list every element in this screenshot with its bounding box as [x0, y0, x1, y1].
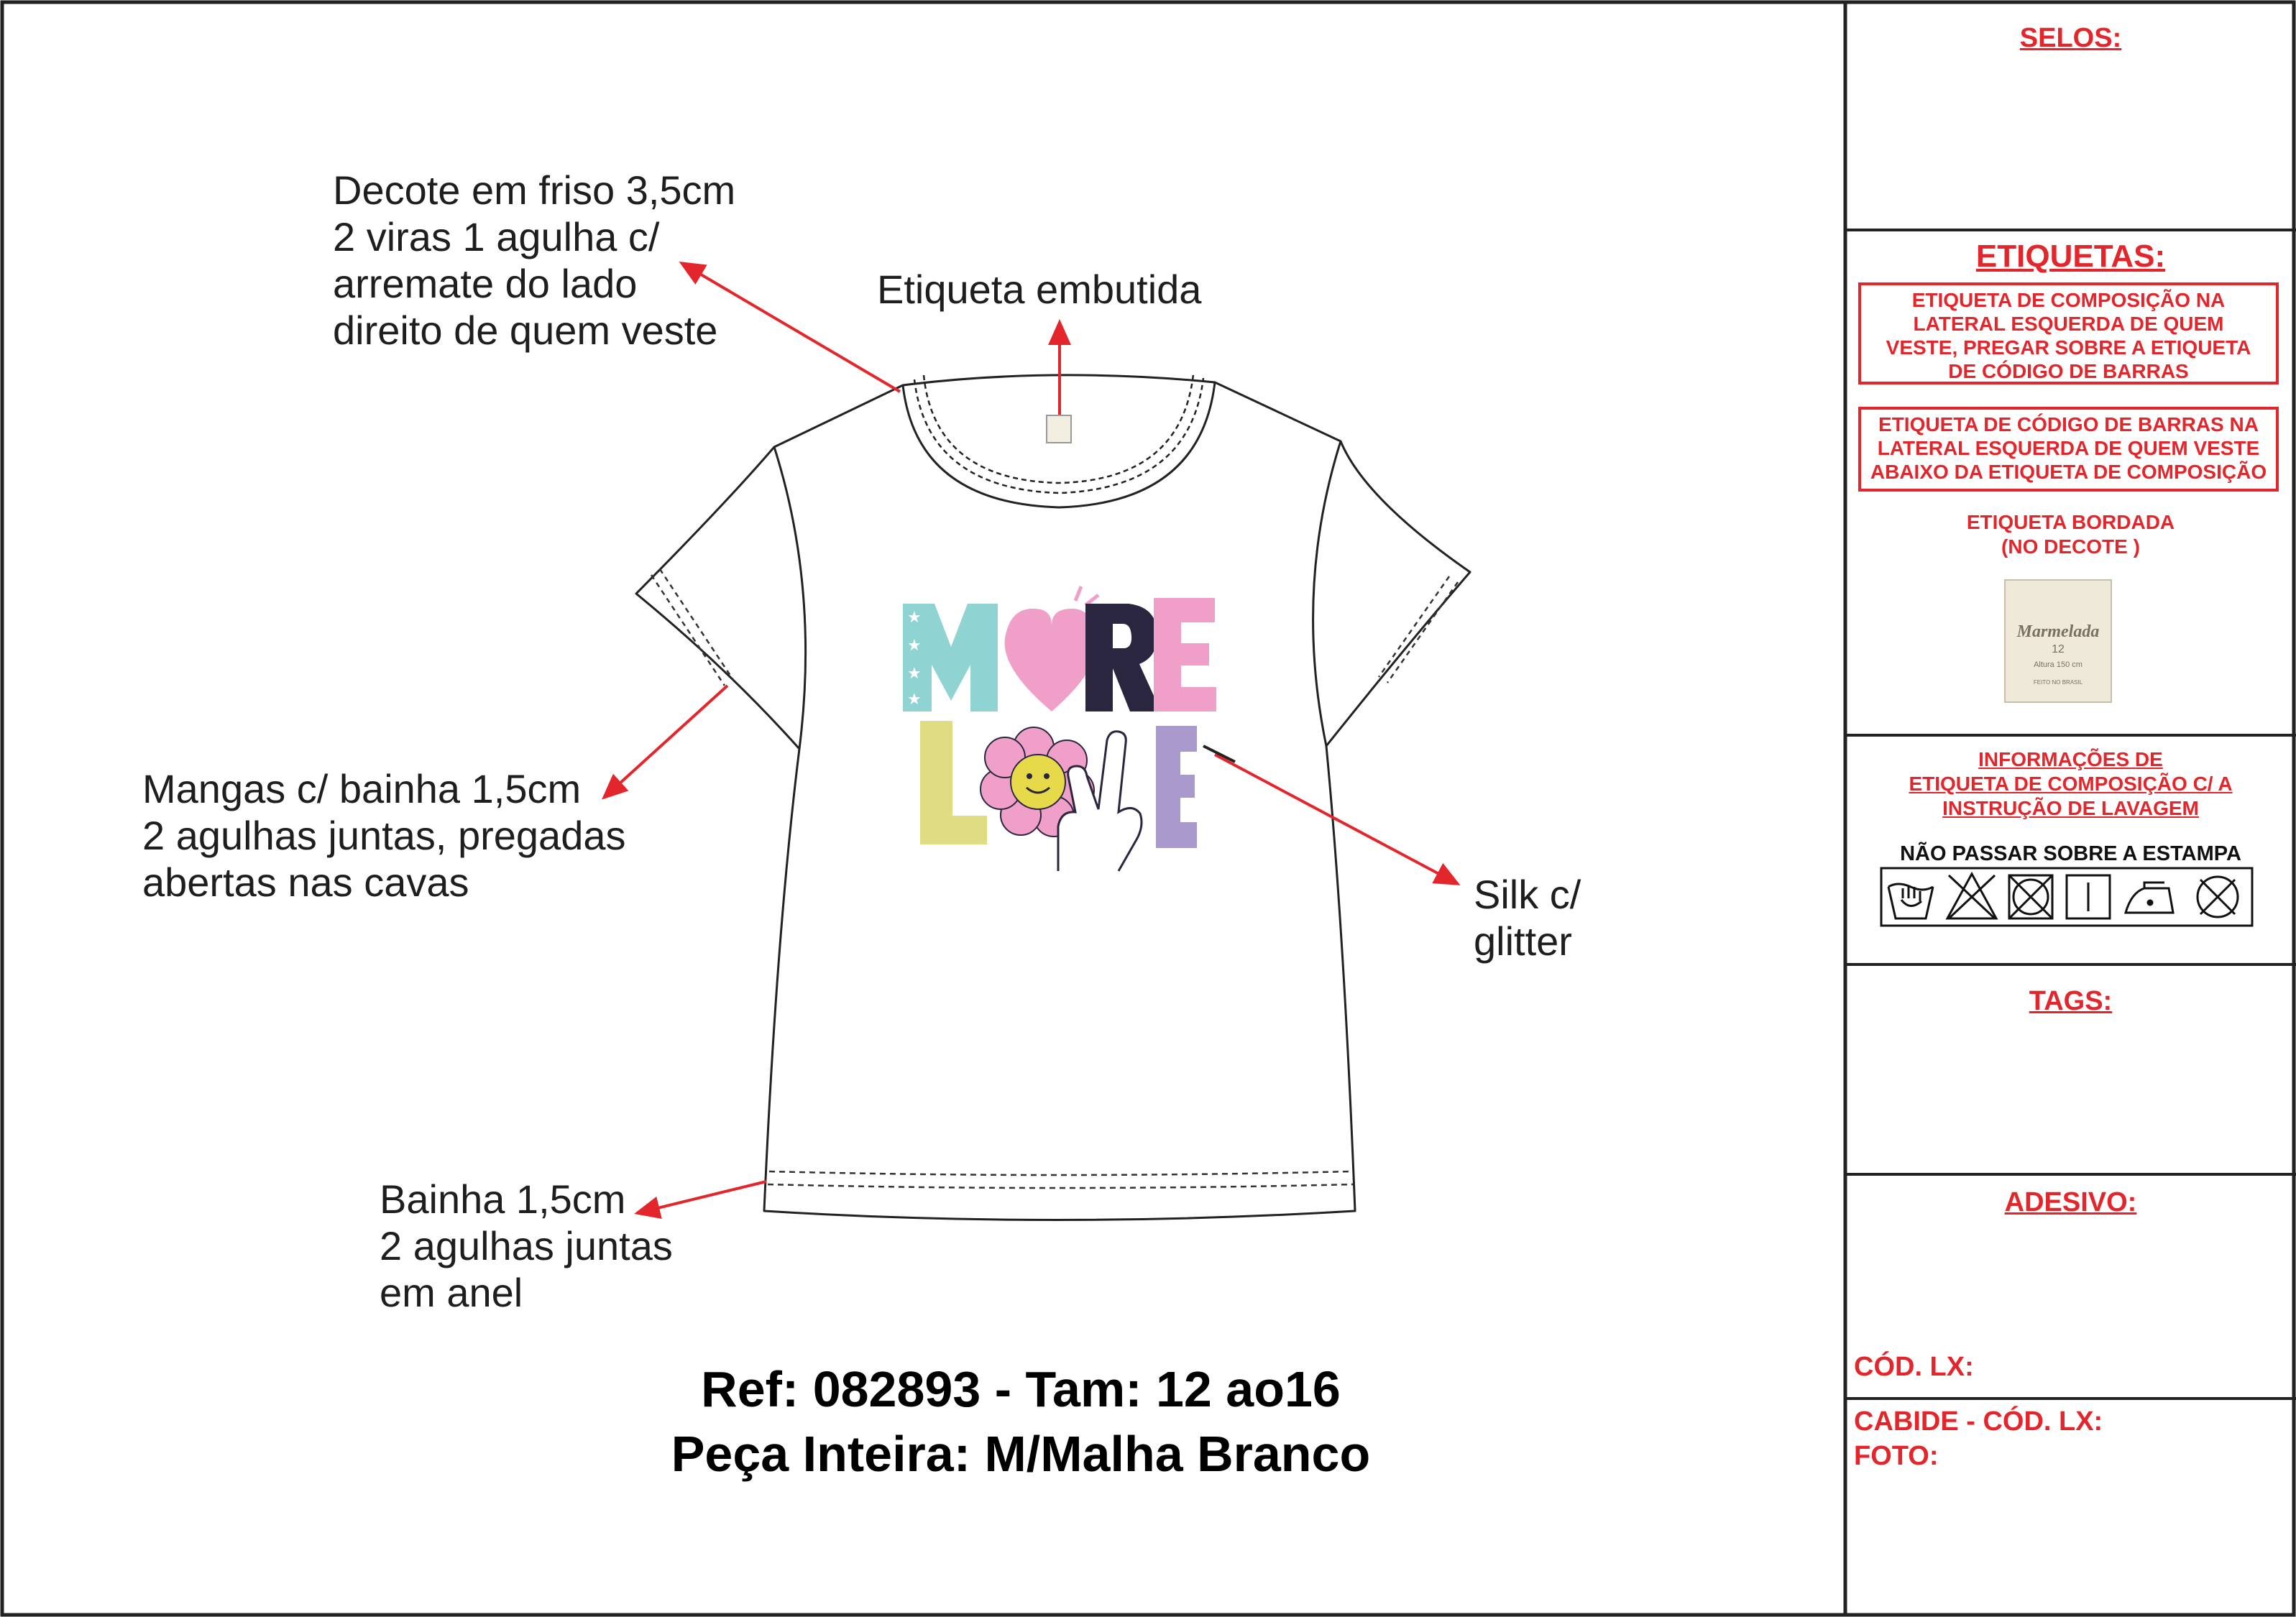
- label-origin: FEITO NO BRASIL: [2033, 679, 2083, 686]
- adesivo-title: ADESIVO:: [2004, 1187, 2137, 1217]
- sidebar: [1845, 0, 2296, 1617]
- label-height: Altura 150 cm: [2034, 660, 2083, 669]
- svg-text:★: ★: [907, 609, 922, 627]
- note-neckline: Decote em friso 3,5cm 2 viras 1 agulha c/ arremate do lado direito de quem veste: [333, 167, 736, 353]
- care-symbols: [1880, 867, 2254, 927]
- label-brand: Marmelada: [2016, 622, 2100, 641]
- label-size: 12: [2052, 643, 2065, 655]
- note-sleeves: Mangas c/ bainha 1,5cm 2 agulhas juntas, pregadas abertas nas cavas: [142, 766, 626, 905]
- print-letter-e-bottom: [1156, 726, 1197, 848]
- etiqueta-bordada: ETIQUETA BORDADA (NO DECOTE ): [1966, 511, 2175, 558]
- etiqueta-composicao-box: ETIQUETA DE COMPOSIÇÃO NA LATERAL ESQUERDA DE QUEM VESTE, PREGAR SOBRE A ETIQUETA DE CÓDIGO DE BARRAS: [1858, 282, 2279, 384]
- etiquetas-title: ETIQUETAS:: [1975, 239, 2166, 274]
- note-label-embedded: Etiqueta embutida: [877, 267, 1202, 312]
- ref-size: Ref: 082893 - Tam: 12 ao16: [701, 1361, 1341, 1417]
- svg-text:★: ★: [907, 665, 922, 683]
- tags-title: TAGS:: [2029, 986, 2113, 1016]
- info-composicao-title: INFORMAÇÕES DE ETIQUETA DE COMPOSIÇÃO C/ A INSTRUÇÃO DE LAVAGEM: [1909, 748, 2233, 819]
- footer-title: [589, 1357, 1452, 1486]
- cabide-label: CABIDE - CÓD. LX:: [1854, 1406, 2103, 1437]
- cod-lx-label: CÓD. LX:: [1854, 1352, 1974, 1382]
- print-letter-e-top: [1154, 598, 1216, 711]
- no-iron-note: NÃO PASSAR SOBRE A ESTAMPA: [1900, 842, 2241, 865]
- selos-title: SELOS:: [2019, 23, 2122, 53]
- note-print: Silk c/ glitter: [1474, 872, 1581, 964]
- embroidered-label-sample: [2004, 579, 2112, 703]
- foto-label: FOTO:: [1854, 1441, 1939, 1471]
- svg-text:★: ★: [907, 637, 922, 655]
- inner-label: [1047, 415, 1071, 443]
- piece-material: Peça Inteira: M/Malha Branco: [671, 1426, 1371, 1482]
- etiqueta-barras-box: ETIQUETA DE CÓDIGO DE BARRAS NA LATERAL ESQUERDA DE QUEM VESTE ABAIXO DA ETIQUETA DE COMPOSIÇÃO: [1858, 407, 2279, 492]
- note-hem: Bainha 1,5cm 2 agulhas juntas em anel: [380, 1176, 673, 1315]
- svg-text:★: ★: [907, 691, 922, 709]
